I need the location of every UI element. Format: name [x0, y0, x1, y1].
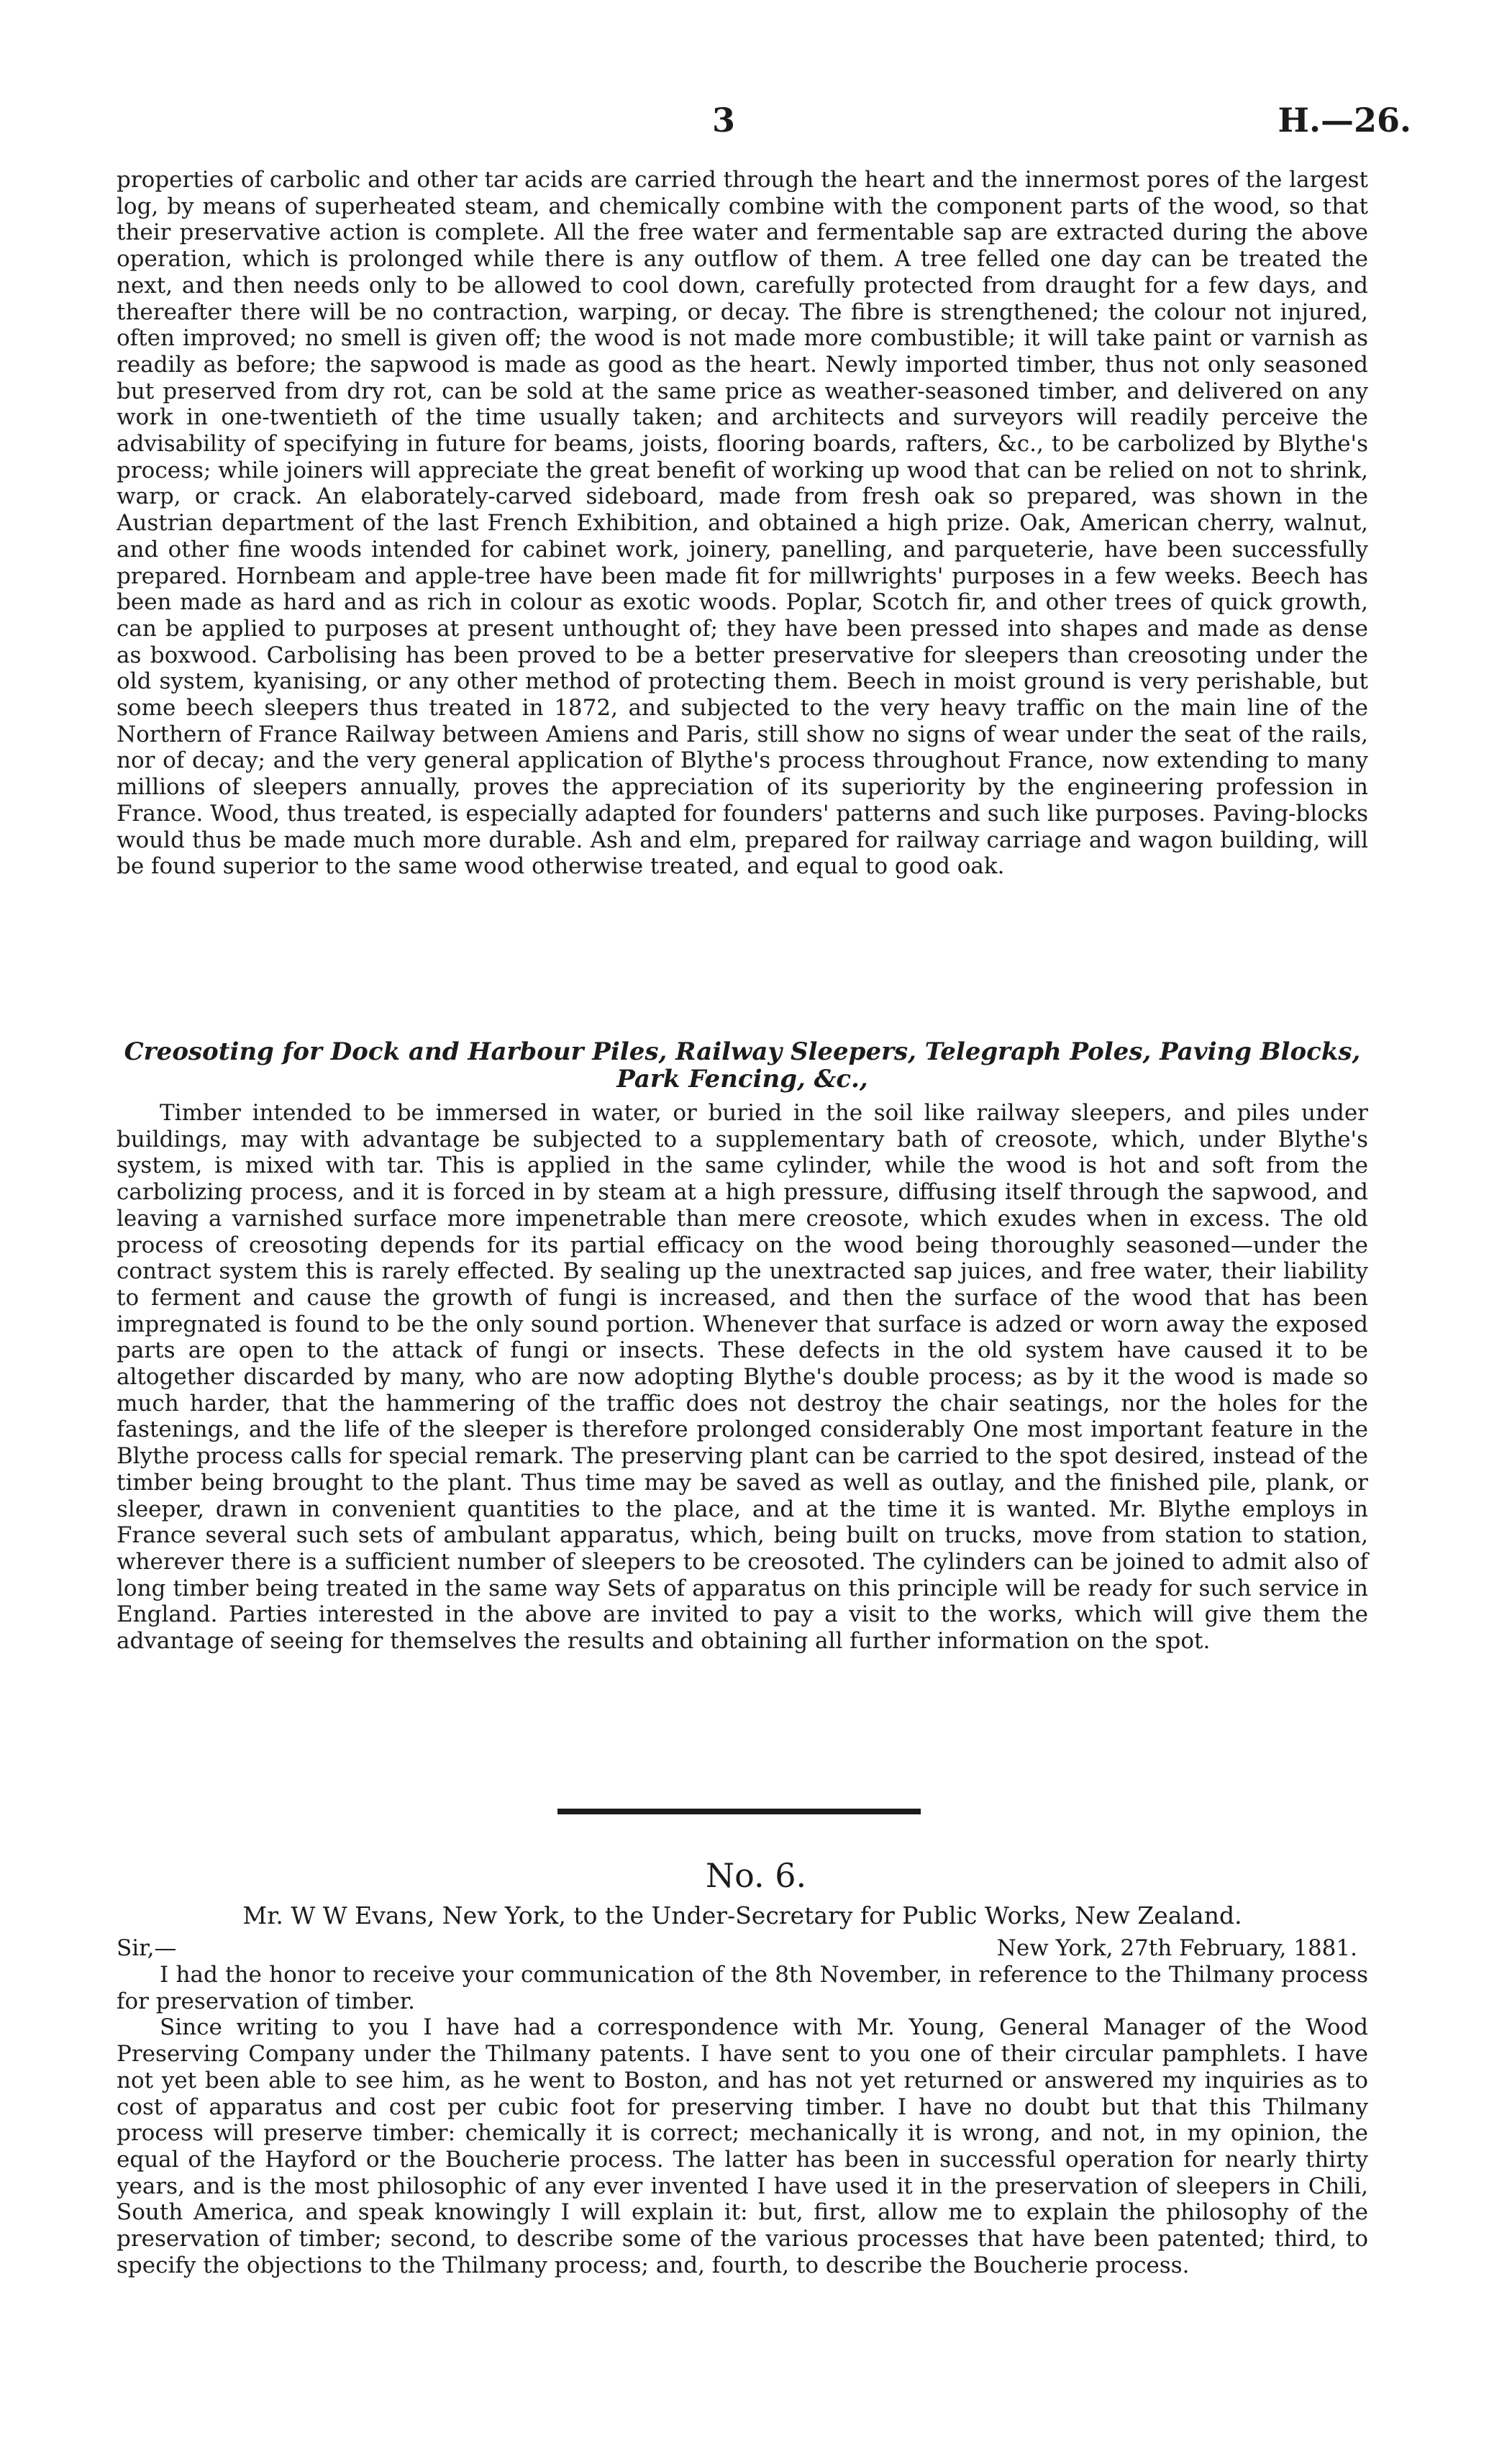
letter-body: [117, 1962, 1368, 2278]
section-heading: [117, 1038, 1368, 1093]
section-heading-line-1: Creosoting for Dock and Harbour Piles, Railway Sleepers, Telegraph Poles, Paving Blocks,: [124, 1037, 1361, 1066]
paragraph: I had the honor to receive your communication of the 8th November, in reference to the Thilmany process for preservation of timber.: [117, 1962, 1368, 2014]
paragraph: Since writing to you I have had a correspondence with Mr. Young, General Manager of the Wood Preserving Company under the Thilmany patents. I have sent to you one of their circular pamphlets. I have not yet been able to see him, as he went to Boston, and has not yet returned or answered my inquiries as to cost of apparatus and cost per cubic foot for preserving timber. I have no doubt but that this Thilmany process will preserve timber: chemically it is correct; mechanically it is wrong, and not, in my opinion, the equal of the Hayford or the Boucherie process. The latter has been in successful operation for nearly thirty years, and is the most philosophic of any ever invented I have used it in the preservation of sleepers in Chili, South America, and speak knowingly I will explain it: but, first, allow me to explain the philosophy of the preservation of timber; second, to describe some of the various processes that have been patented; third, to specify the objections to the Thilmany process; and, fourth, to describe the Boucherie process.: [117, 2014, 1368, 2278]
letter-from: Mr. W W Evans, New York, to the Under-Secretary for Public Works, New Zealand.: [242, 1901, 1242, 1929]
section-divider: [557, 1809, 921, 1814]
page-header: [0, 101, 1512, 144]
section-heading-line-2: Park Fencing, &c.,: [616, 1065, 868, 1094]
page-number: 3: [712, 101, 736, 140]
body-section-2: [117, 1100, 1368, 1655]
letter-salutation: Sir,—: [117, 1935, 177, 1961]
document-reference: H.—26.: [1278, 101, 1411, 140]
body-section-1: [117, 167, 1368, 880]
letter-number: No. 6.: [705, 1856, 807, 1895]
paragraph: properties of carbolic and other tar acids are carried through the heart and the innermost pores of the largest log, by means of superheated steam, and chemically combine with the component parts of the wood, so that their preservative action is complete. All the free water and fermentable sap are extracted during the above operation, which is prolonged while there is any outflow of them. A tree felled one day can be treated the next, and then needs only to be allowed to cool down, carefully protected from draught for a few days, and thereafter there will be no contraction, warping, or decay. The fibre is strengthened; the colour not injured, often improved; no smell is given off; the wood is not made more combustible; it will take paint or varnish as readily as before; the sapwood is made as good as the heart. Newly imported timber, thus not only seasoned but preserved from dry rot, can be sold at the same price as weather-seasoned timber, and delivered on any work in one-twentieth of the time usually taken; and architects and surveyors will readily perceive the advisability of specifying in future for beams, joists, flooring boards, rafters, &c., to be carbolized by Blythe's process; while joiners will appreciate the great benefit of working up wood that can be relied on not to shrink, warp, or crack. An elaborately-carved sideboard, made from fresh oak so prepared, was shown in the Austrian department of the last French Exhibition, and obtained a high prize. Oak, American cherry, walnut, and other fine woods intended for cabinet work, joinery, panelling, and parqueterie, have been successfully prepared. Hornbeam and apple-tree have been made fit for millwrights' purposes in a few weeks. Beech has been made as hard and as rich in colour as exotic woods. Poplar, Scotch fir, and other trees of quick growth, can be applied to purposes at present unthought of; they have been pressed into shapes and made as dense as boxwood. Carbolising has been proved to be a better preservative for sleepers than creosoting under the old system, kyanising, or any other method of protecting them. Beech in moist ground is very perishable, but some beech sleepers thus treated in 1872, and subjected to the very heavy traffic on the main line of the Northern of France Railway between Amiens and Paris, still show no signs of wear under the seat of the rails, nor of decay; and the very general application of Blythe's process throughout France, now extending to many millions of sleepers annually, proves the appreciation of its superiority by the engineering profession in France. Wood, thus treated, is especially adapted for founders' patterns and such like purposes. Paving-blocks would thus be made much more durable. Ash and elm, prepared for railway carriage and wagon building, will be found superior to the same wood otherwise treated, and equal to good oak.: [117, 167, 1368, 880]
letter-date: New York, 27th February, 1881.: [996, 1935, 1357, 1961]
paragraph: Timber intended to be immersed in water, or buried in the soil like railway sleepers, and piles under buildings, may with advantage be subjected to a supplementary bath of creosote, which, under Blythe's system, is mixed with tar. This is applied in the same cylinder, while the wood is hot and soft from the carbolizing process, and it is forced in by steam at a high pressure, diffusing itself through the sapwood, and leaving a varnished surface more impenetrable than mere creosote, which exudes when in excess. The old process of creosoting depends for its partial efficacy on the wood being thoroughly seasoned—under the contract system this is rarely effected. By sealing up the unextracted sap juices, and free water, their liability to ferment and cause the growth of fungi is increased, and then the surface of the wood that has been impregnated is found to be the only sound portion. Whenever that surface is adzed or worn away the exposed parts are open to the attack of fungi or insects. These defects in the old system have caused it to be altogether discarded by many, who are now adopting Blythe's double process; as by it the wood is made so much harder, that the hammering of the traffic does not destroy the chair seatings, nor the holes for the fastenings, and the life of the sleeper is therefore prolonged considerably One most important feature in the Blythe process calls for special remark. The preserving plant can be carried to the spot desired, instead of the timber being brought to the plant. Thus time may be saved as well as outlay, and the finished pile, plank, or sleeper, drawn in convenient quantities to the place, and at the time it is wanted. Mr. Blythe employs in France several such sets of ambulant apparatus, which, being built on trucks, move from station to station, wherever there is a sufficient number of sleepers to be creosoted. The cylinders can be joined to admit also of long timber being treated in the same way Sets of apparatus on this principle will be ready for such service in England. Parties interested in the above are invited to pay a visit to the works, which will give them the advantage of seeing for themselves the results and obtaining all further information on the spot.: [117, 1100, 1368, 1655]
